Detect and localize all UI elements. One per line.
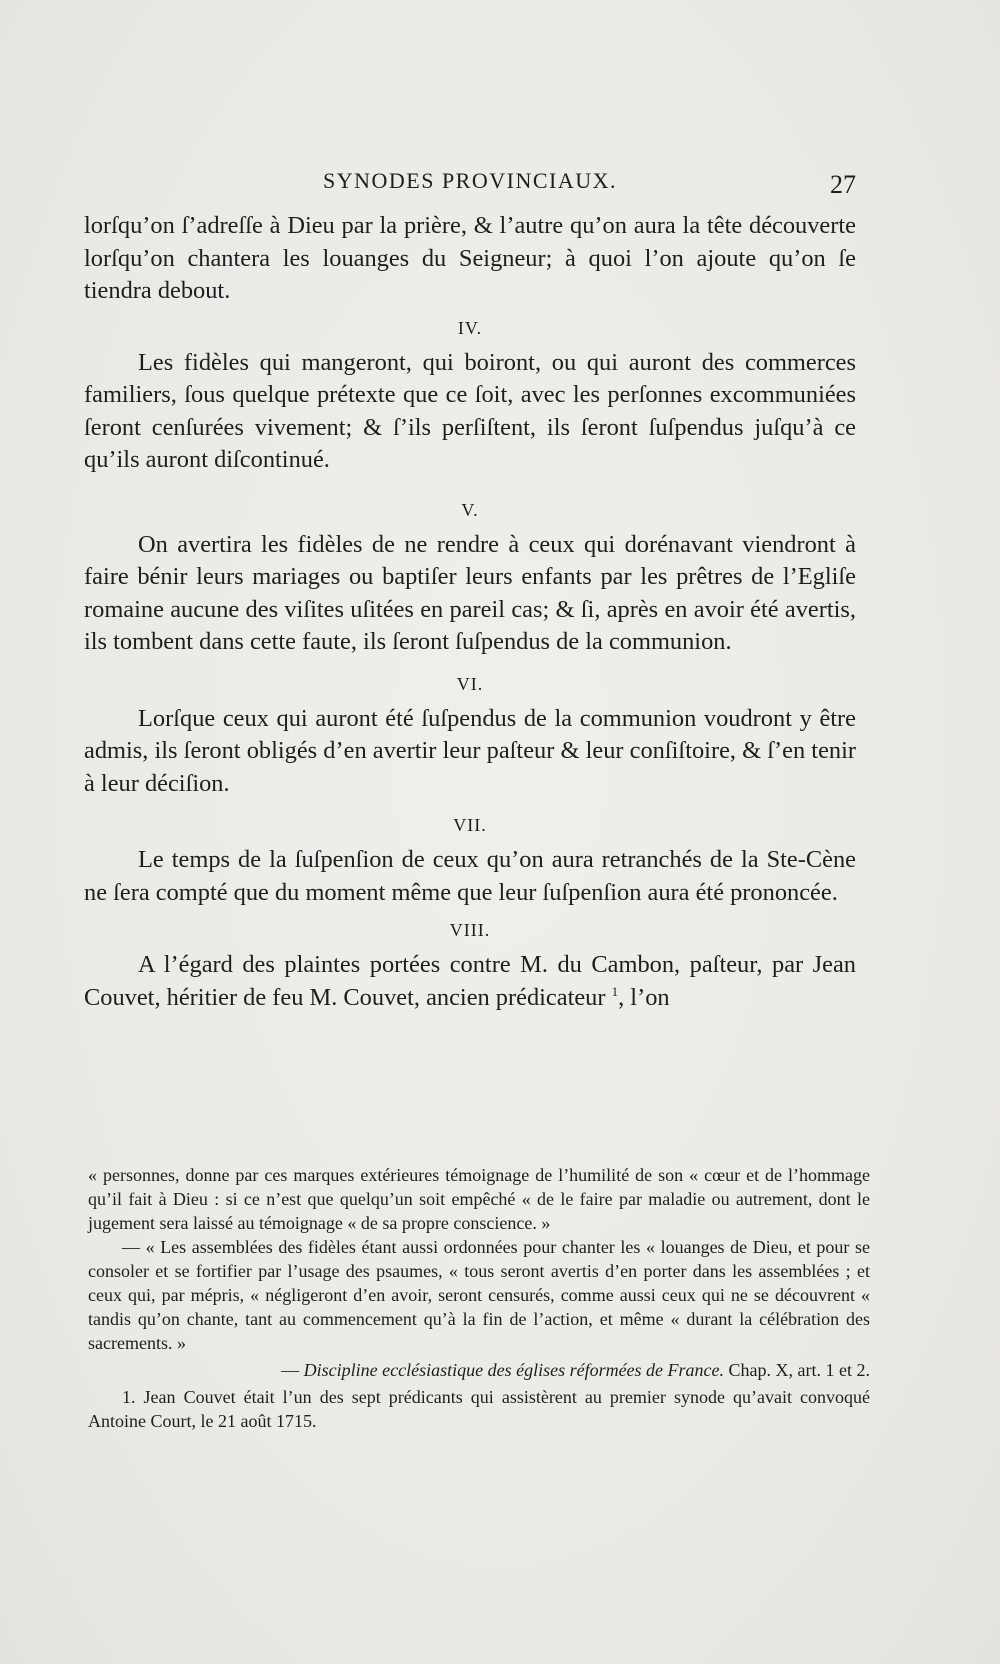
footnote-1: 1. Jean Couvet était l’un des sept prédicants qui assistèrent au premier synode qu’avait convoqué Antoine Court, le 21 août 1715. [88,1387,870,1431]
main-text [84,210,856,1014]
page-header [84,168,856,198]
footnote-quote-2: — « Les assemblées des fidèles étant aussi ordonnées pour chanter les « louanges de Dieu, et pour se consoler et se fortifier par l’usage des psaumes, « tous seront avertis d’en porter dans les assemblées ; et ceux qui, par mépris, « négligeront d’en avoir, seront censurés, comme aussi ceux qui ne se découvrent « tandis qu’on chante, tant au commencement qu’à la fin de l’action, et même « durant la célébration des sacrements. » [88,1237,870,1353]
paragraph-continuation: lorſqu’on ſ’adreſſe à Dieu par la prière, & l’autre qu’on aura la tête découverte lorſqu’on chantera les louanges du Seigneur; à quoi l’on ajoute qu’on ſe tiendra debout. [84,212,856,304]
article-text-8-main: A l’égard des plaintes portées contre M. du Cambon, paſteur, par Jean Couvet, héritier de feu M. Couvet, ancien prédicateur [84,951,856,1011]
article-number-4: IV. [457,317,483,338]
article-text-8-end: , l’on [618,983,670,1011]
article-number-6: VI. [456,673,484,694]
running-head: SYNODES PROVINCIAUX. [322,168,618,193]
citation-title: Discipline ecclésiastique des églises réformées de France. [303,1360,725,1380]
footnote-citation [88,1358,870,1382]
article-number-8: VIII. [449,920,491,940]
article-text-7: Le temps de la ſuſpenſion de ceux qu’on aura retranchés de la Ste-Cène ne ſera compté que du moment même que leur ſuſpenſion aura été prononcée. [84,846,856,906]
footnotes [88,1163,870,1433]
article-text-6: Lorſque ceux qui auront été ſuſpendus de la communion voudront y être admis, ils ſeront obligés d’en avertir leur paſteur & leur conſiſtoire, & ſ’en tenir à leur déciſion. [84,704,856,797]
citation-reference: Chap. X, art. 1 et 2. [724,1360,870,1380]
footnote-ref-1: 1 [611,983,619,999]
article-text-4: Les fidèles qui mangeront, qui boiront, ou qui auront des commerces familiers, ſous quelque prétexte que ce ſoit, avec les perſonnes excommuniées ſeront cenſurées vivement; & ſ’ils perſiſtent, ils ſeront ſuſpendus juſqu’à ce qu’ils auront diſcontinué. [84,348,856,473]
article-number-7: VII. [453,815,487,835]
citation-dash: — [281,1360,304,1380]
footnote-quote-1: « personnes, donne par ces marques extérieures témoignage de l’humilité de son « cœur et de l’hommage qu’il fait à Dieu : si ce n’est que quelqu’un soit empêché « de le faire par maladie ou autrement, dont le jugement sera laissé au témoignage « de sa propre conscience. » [88,1165,870,1233]
article-text-8 [84,949,856,1014]
article-text-5: On avertira les fidèles de ne rendre à ceux qui dorénavant viendront à faire bénir leurs mariages ou baptiſer leurs enfants par les prêtres de l’Egliſe romaine aucune des viſites uſitées en pareil cas; & ſi, après en avoir été avertis, ils tombent dans cette faute, ils ſeront ſuſpendus de la communion. [84,530,856,655]
article-number-5: V. [461,499,479,520]
page-number: 27 [830,170,856,199]
